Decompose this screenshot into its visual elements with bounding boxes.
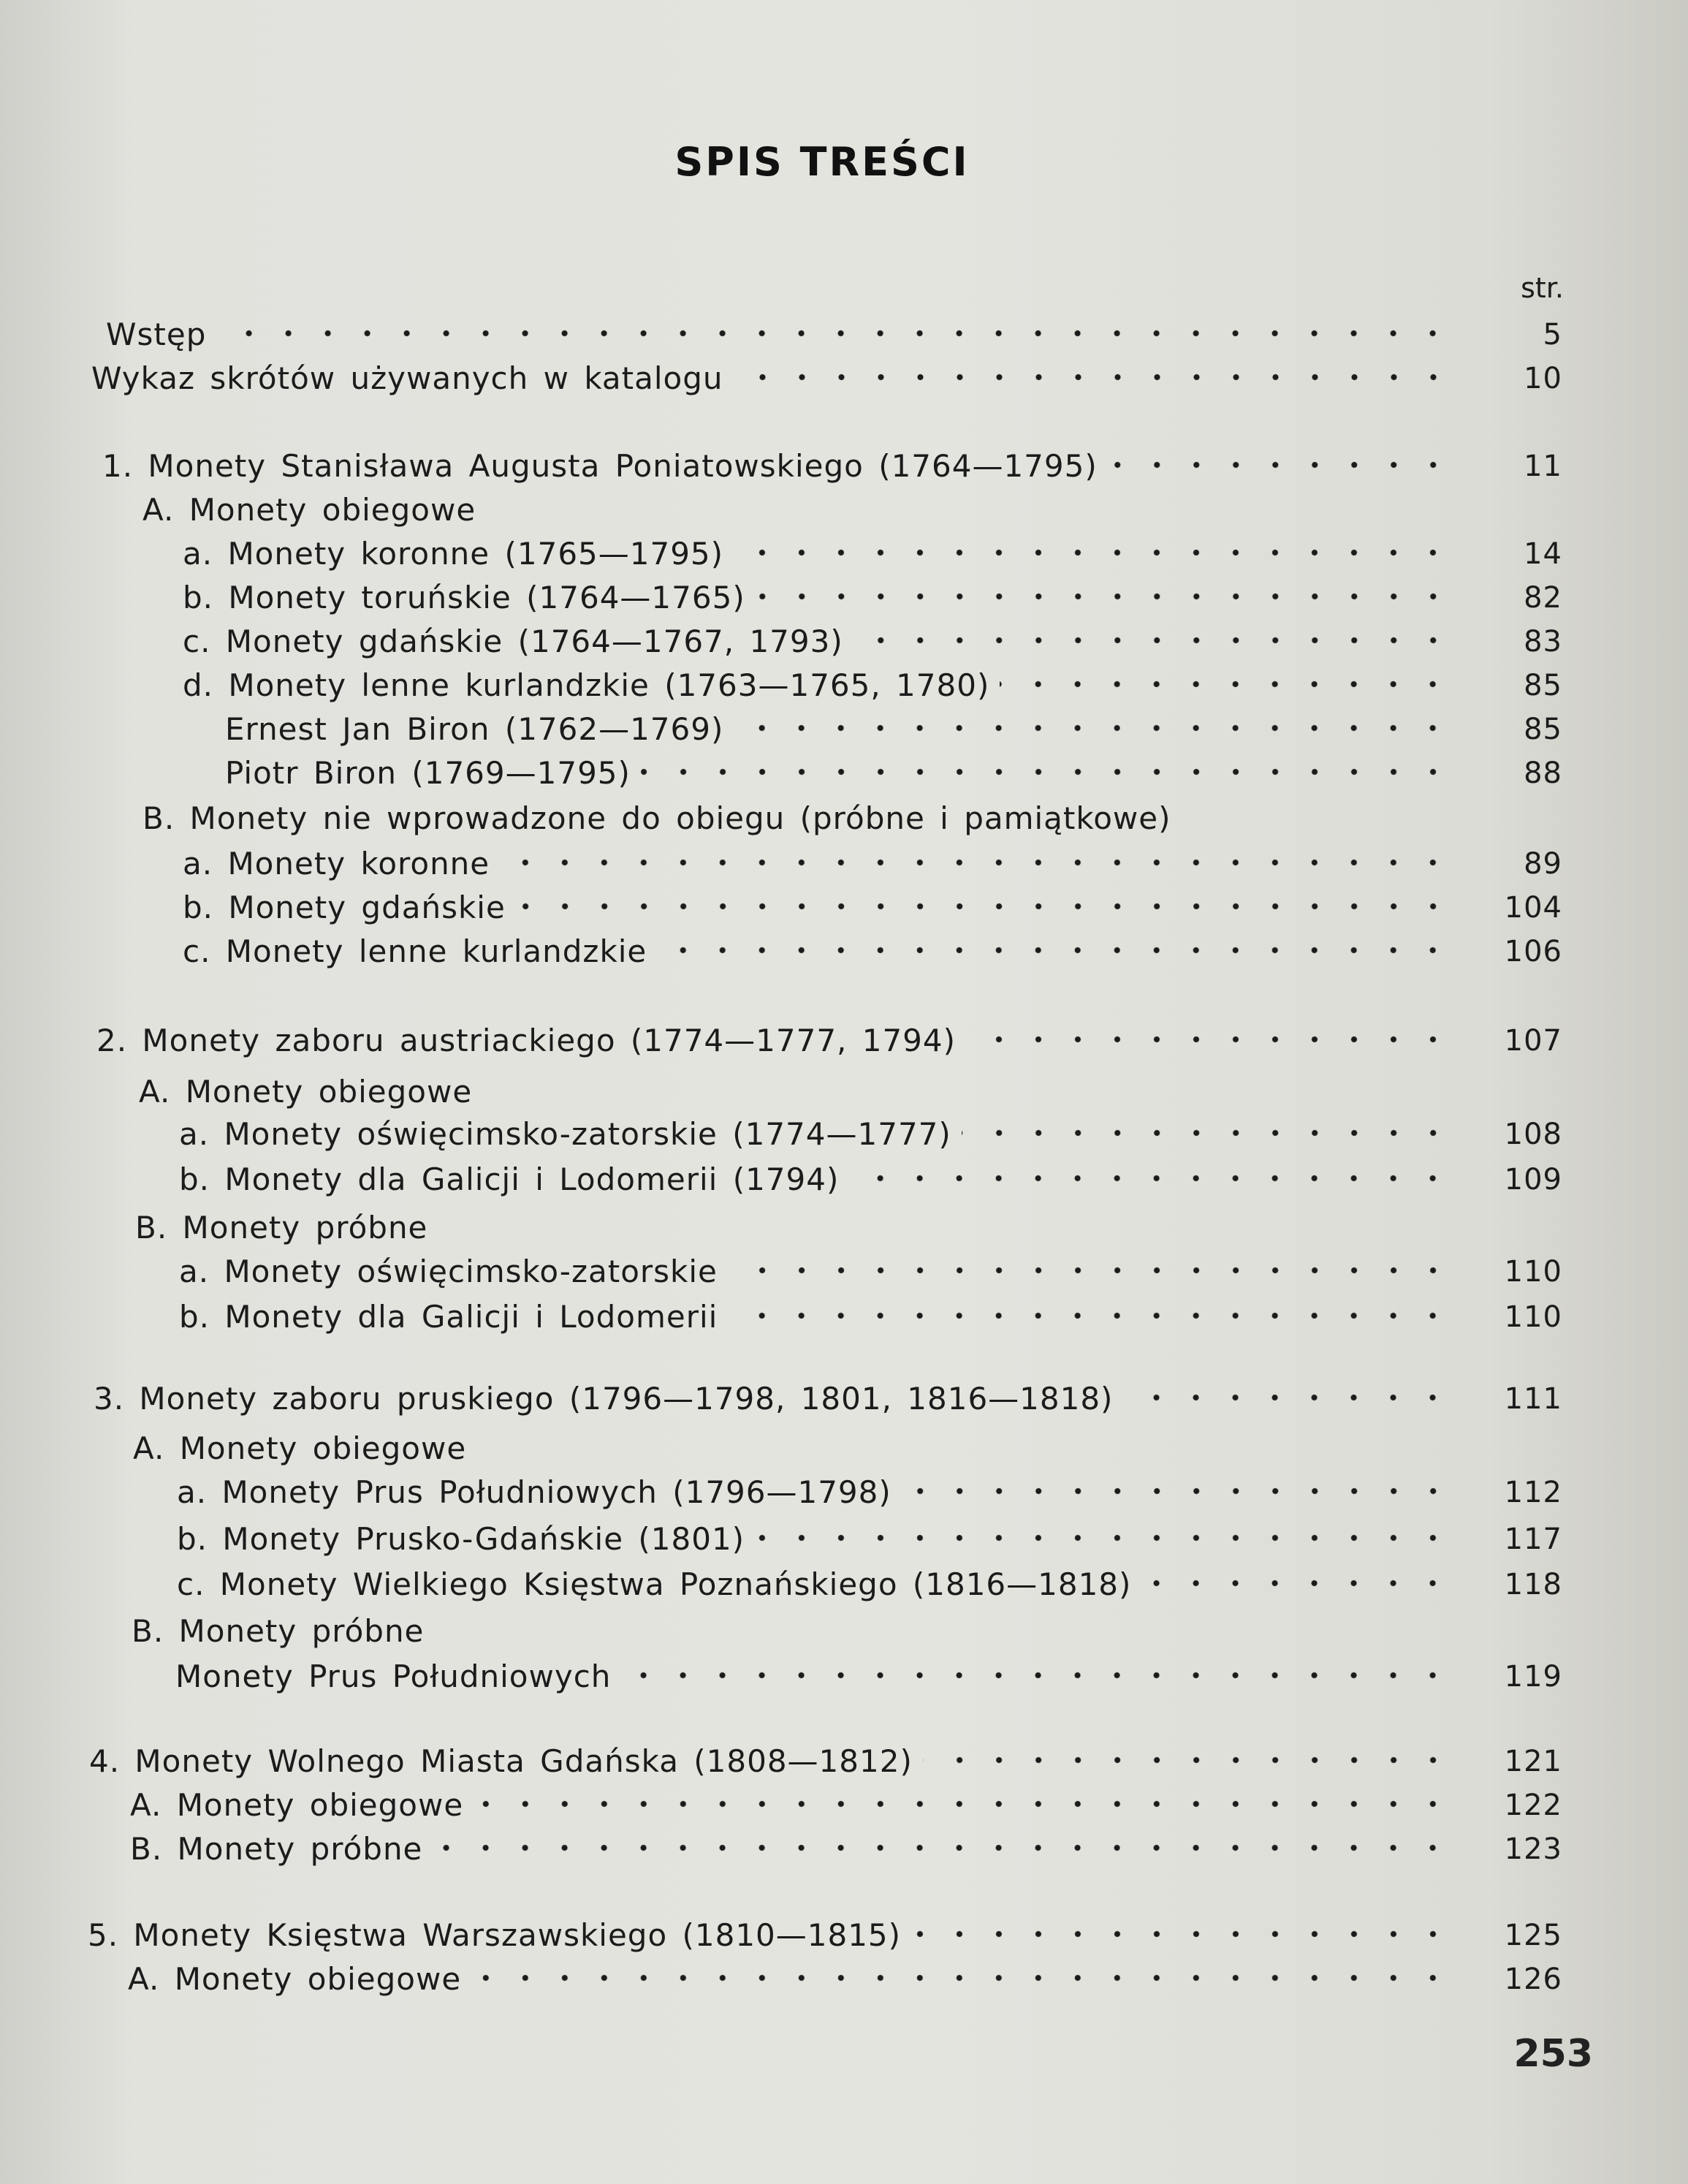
toc-entry-page: 119 <box>1504 1660 1562 1694</box>
toc-entry[interactable] <box>183 886 1564 930</box>
toc-entry-page: 88 <box>1524 757 1562 790</box>
toc-entry-label: A. Monety obiegowe <box>133 1430 467 1466</box>
page-column-label: str. <box>1521 272 1564 304</box>
toc-subsection[interactable] <box>130 1827 1564 1871</box>
toc-entry-page: 10 <box>1524 362 1562 395</box>
toc-entry-page: 112 <box>1504 1476 1562 1509</box>
toc-entry-label: 2. Monety zaboru austriackiego (1774—1777, 1794) <box>96 1023 957 1058</box>
toc-entry-page: 121 <box>1504 1745 1562 1778</box>
toc-entry-label: b. Monety dla Galicji i Lodomerii (1794) <box>179 1161 840 1197</box>
toc-entry[interactable] <box>179 1158 1564 1202</box>
dot-leader <box>962 1117 1453 1149</box>
toc-entry-label: a. Monety koronne <box>183 846 490 881</box>
toc-entry-label: a. Monety oświęcimsko-zatorskie <box>179 1254 718 1289</box>
toc-entry-page: 5 <box>1543 318 1562 352</box>
toc-entry-label: Monety Prus Południowych <box>175 1658 612 1694</box>
toc-entry-label: Piotr Biron (1769—1795) <box>225 755 631 791</box>
toc-entry[interactable] <box>175 1655 1564 1699</box>
toc-entry-page: 110 <box>1504 1255 1562 1289</box>
dot-leader <box>1000 668 1453 700</box>
page-number: 253 <box>1513 2032 1593 2076</box>
toc-entry-label: A. Monety obiegowe <box>139 1074 473 1110</box>
toc-entry-label: d. Monety lenne kurlandzkie (1763—1765, 1780) <box>183 667 990 703</box>
toc-entry[interactable] <box>225 751 1564 795</box>
dot-leader <box>728 1300 1453 1332</box>
toc-entry-label: 4. Monety Wolnego Miasta Gdańska (1808—1812) <box>89 1743 913 1779</box>
toc-entry[interactable] <box>183 532 1564 576</box>
toc-entry-label: b. Monety Prusko-Gdańskie (1801) <box>177 1521 745 1557</box>
toc-entry-label: Wykaz skrótów używanych w katalogu <box>91 360 723 396</box>
toc-entry-label: b. Monety gdańskie <box>183 890 506 925</box>
toc-entry[interactable] <box>177 1471 1564 1514</box>
toc-entry-label: a. Monety oświęcimsko-zatorskie (1774—1777) <box>179 1116 951 1152</box>
toc-entry-page: 11 <box>1524 450 1562 483</box>
toc-entry[interactable] <box>179 1112 1564 1156</box>
toc-entry-page: 107 <box>1504 1024 1562 1058</box>
toc-entry-page: 106 <box>1504 935 1562 968</box>
toc-entry-label: B. Monety próbne <box>132 1613 425 1649</box>
toc-entry[interactable] <box>179 1295 1564 1339</box>
dot-leader <box>1123 1381 1453 1414</box>
toc-subsection[interactable] <box>142 488 1564 532</box>
toc-entry[interactable] <box>91 357 1564 401</box>
dot-leader <box>433 1832 1453 1864</box>
toc-entry[interactable] <box>225 708 1564 751</box>
dot-leader <box>923 1744 1453 1776</box>
toc-entry-page: 82 <box>1524 581 1562 615</box>
dot-leader <box>641 756 1453 788</box>
toc-entry-page: 110 <box>1504 1300 1562 1334</box>
toc-entry[interactable] <box>179 1250 1564 1294</box>
dot-leader <box>216 317 1453 349</box>
toc-section[interactable] <box>89 1740 1564 1783</box>
dot-leader <box>755 1522 1453 1554</box>
toc-entry-page: 126 <box>1504 1963 1562 1996</box>
toc-entry-label: a. Monety koronne (1765—1795) <box>183 536 724 572</box>
toc-entry[interactable] <box>183 664 1564 708</box>
toc-entry-label: A. Monety obiegowe <box>130 1787 464 1823</box>
dot-leader <box>966 1023 1453 1055</box>
toc-entry-page: 83 <box>1524 625 1562 659</box>
toc-entry-label: A. Monety obiegowe <box>142 492 476 528</box>
toc-entry-label: B. Monety nie wprowadzone do obiegu (próbne i pamiątkowe) <box>142 800 1171 836</box>
toc-entry-page: 85 <box>1524 713 1562 746</box>
toc-entry-page: 108 <box>1504 1118 1562 1151</box>
toc-entry[interactable] <box>183 842 1564 886</box>
toc-entry-page: 118 <box>1504 1568 1562 1601</box>
toc-entry-label: B. Monety próbne <box>135 1210 428 1245</box>
dot-leader <box>849 1162 1453 1194</box>
dot-leader <box>657 934 1453 966</box>
dot-leader <box>728 1254 1453 1286</box>
toc-entry[interactable] <box>183 620 1564 664</box>
dot-leader <box>734 712 1453 744</box>
toc-entry-page: 14 <box>1524 537 1562 571</box>
dot-leader <box>734 536 1453 569</box>
toc-entry-page: 117 <box>1504 1523 1562 1556</box>
toc-subsection[interactable] <box>132 1609 1564 1653</box>
dot-leader <box>734 361 1453 393</box>
dot-leader <box>516 890 1453 922</box>
toc-entry-page: 104 <box>1504 891 1562 925</box>
toc-entry[interactable] <box>183 576 1564 620</box>
toc-entry[interactable] <box>177 1563 1564 1607</box>
dot-leader <box>853 624 1453 656</box>
dot-leader <box>474 1788 1453 1820</box>
toc-entry[interactable] <box>177 1517 1564 1561</box>
toc-entry-page: 123 <box>1504 1832 1562 1866</box>
toc-subsection[interactable] <box>128 1957 1564 2001</box>
dot-leader <box>902 1475 1453 1507</box>
toc-entry-label: 1. Monety Stanisława Augusta Poniatowskiego (1764—1795) <box>102 448 1098 484</box>
dot-leader <box>500 846 1453 879</box>
toc-entry-label: B. Monety próbne <box>130 1831 423 1867</box>
toc-entry-label: Ernest Jan Biron (1762—1769) <box>225 711 724 747</box>
dot-leader <box>1108 449 1453 481</box>
dot-leader <box>756 580 1453 613</box>
toc-entry-page: 122 <box>1504 1789 1562 1822</box>
toc-entry-label: 3. Monety zaboru pruskiego (1796—1798, 1801, 1816—1818) <box>94 1381 1114 1417</box>
toc-subsection[interactable] <box>142 797 1564 841</box>
toc-entry-label: b. Monety toruńskie (1764—1765) <box>183 580 745 615</box>
toc-entry-label: b. Monety dla Galicji i Lodomerii <box>179 1299 718 1335</box>
toc-entry-label: c. Monety Wielkiego Księstwa Poznańskiego (1816—1818) <box>177 1566 1132 1602</box>
toc-section[interactable] <box>96 1019 1564 1063</box>
toc-entry-label: Wstęp <box>106 316 207 352</box>
toc-entry[interactable] <box>106 313 1564 357</box>
toc-section[interactable] <box>102 444 1564 488</box>
dot-leader <box>621 1659 1453 1691</box>
toc-entry[interactable] <box>183 930 1564 974</box>
toc-entry-page: 109 <box>1504 1163 1562 1197</box>
page-title: SPIS TREŚCI <box>674 139 970 185</box>
toc-subsection[interactable] <box>135 1206 1564 1250</box>
toc-entry-page: 85 <box>1524 669 1562 702</box>
toc-entry-label: c. Monety lenne kurlandzkie <box>183 933 647 969</box>
toc-entry-label: A. Monety obiegowe <box>128 1961 462 1997</box>
dot-leader <box>471 1962 1453 1994</box>
toc-entry-page: 89 <box>1524 847 1562 881</box>
toc-subsection[interactable] <box>139 1070 1564 1114</box>
toc-section[interactable] <box>88 1914 1564 1957</box>
toc-entry-page: 111 <box>1504 1382 1562 1416</box>
toc-subsection[interactable] <box>133 1427 1564 1471</box>
toc-entry-page: 125 <box>1504 1919 1562 1952</box>
toc-entry-label: 5. Monety Księstwa Warszawskiego (1810—1815) <box>88 1917 902 1953</box>
toc-entry-label: a. Monety Prus Południowych (1796—1798) <box>177 1474 891 1510</box>
toc-section[interactable] <box>94 1377 1564 1421</box>
toc-subsection[interactable] <box>130 1783 1564 1827</box>
dot-leader <box>911 1918 1453 1950</box>
toc-entry-label: c. Monety gdańskie (1764—1767, 1793) <box>183 623 843 659</box>
dot-leader <box>1141 1567 1453 1599</box>
